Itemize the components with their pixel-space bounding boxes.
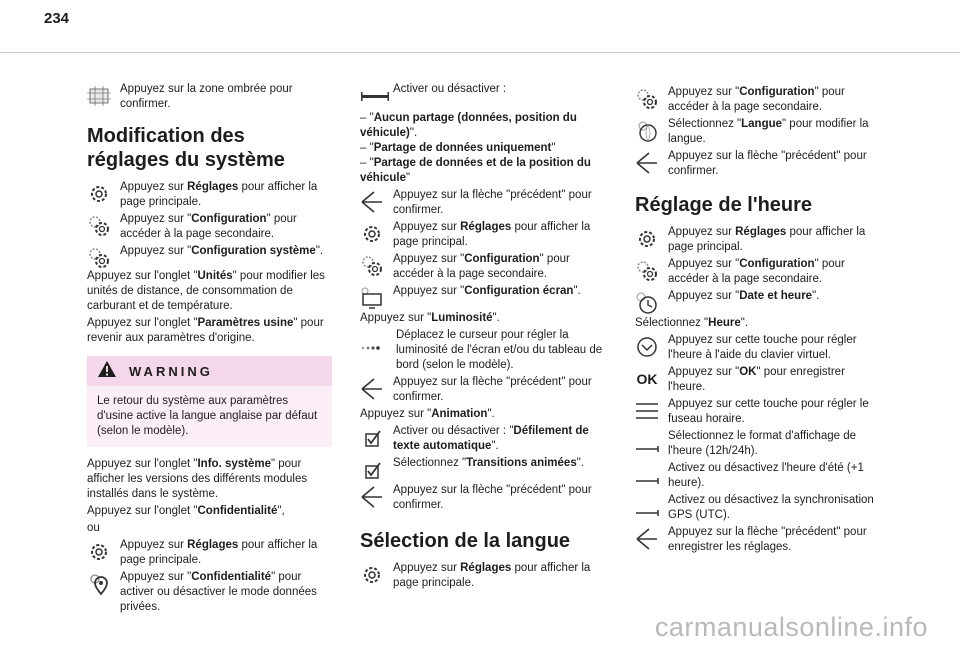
double-gear-icon bbox=[87, 214, 111, 238]
dst-step: Activez ou désactivez l'heure d'été (+1 heure). bbox=[635, 461, 883, 491]
back-arrow-icon bbox=[360, 377, 384, 401]
warning-triangle-icon bbox=[97, 360, 117, 383]
shaded-zone-text: Appuyez sur la zone ombrée pour confirmer. bbox=[120, 83, 293, 110]
language-back-step: Appuyez sur la flèche "précédent" pour confirmer. bbox=[635, 149, 883, 179]
ok-label-icon: OK bbox=[636, 371, 658, 387]
configuration-step-2: Appuyez sur "Configuration" pour accéder à la page secondaire. bbox=[360, 252, 608, 282]
settings-step-3: Appuyez sur Réglages pour afficher la page principal. bbox=[360, 220, 608, 250]
language-title: Sélection de la langue bbox=[360, 530, 571, 552]
or-text: ou bbox=[87, 522, 100, 534]
animation-paragraph: Appuyez sur "Animation". bbox=[360, 408, 495, 420]
chevron-down-circle-icon bbox=[635, 335, 659, 359]
toggle-line-icon bbox=[635, 463, 659, 487]
column-2 bbox=[360, 82, 608, 593]
privacy-location-icon bbox=[87, 572, 111, 596]
double-gear-icon bbox=[635, 259, 659, 283]
system-config-step: Appuyez sur "Configuration système". bbox=[87, 244, 332, 259]
system-settings-title: Modification des réglages du système bbox=[87, 125, 285, 171]
language-globe-icon bbox=[635, 119, 659, 143]
checkbox-icon bbox=[360, 458, 384, 482]
page-number: 234 bbox=[44, 10, 70, 27]
privacy-paragraph: Appuyez sur l'onglet "Confidentialité", bbox=[87, 505, 285, 517]
autoscroll-step: Activer ou désactiver : "Défilement de texte automatique". bbox=[360, 424, 608, 454]
gear-icon bbox=[635, 227, 659, 251]
warning-box bbox=[87, 356, 332, 447]
back-step-1: Appuyez sur la flèche "précédent" pour confirmer. bbox=[360, 188, 608, 218]
option-no-sharing: – "Aucun partage (données, position du véhicule)". bbox=[360, 112, 577, 139]
gear-icon bbox=[87, 540, 111, 564]
factory-paragraph: Appuyez sur l'onglet "Paramètres usine" pour revenir aux paramètres d'origine. bbox=[87, 317, 324, 344]
gear-icon bbox=[360, 222, 384, 246]
toggle-line-icon bbox=[635, 431, 659, 455]
watermark: carmanualsonline.info bbox=[654, 612, 928, 642]
time-settings-step: Appuyez sur Réglages pour afficher la page principal. bbox=[635, 225, 883, 255]
double-gear-icon bbox=[635, 87, 659, 111]
back-arrow-icon bbox=[360, 190, 384, 214]
configuration-step: Appuyez sur "Configuration" pour accéder à la page secondaire. bbox=[87, 212, 332, 242]
toggle-bar-icon bbox=[360, 84, 384, 108]
privacy-step: Appuyez sur "Confidentialité" pour activer ou désactiver le mode données privées. bbox=[87, 570, 332, 615]
ok-step: OK Appuyez sur "OK" pour enregistrer l'heure. bbox=[636, 366, 845, 393]
shaded-zone-icon bbox=[87, 84, 111, 108]
back-arrow-icon bbox=[635, 151, 659, 175]
warning-header bbox=[87, 356, 332, 386]
time-settings-title: Réglage de l'heure bbox=[635, 194, 813, 216]
slider-dots-icon bbox=[360, 336, 384, 360]
screen-config-step: Appuyez sur "Configuration écran". bbox=[360, 284, 608, 299]
timezone-step: Appuyez sur cette touche pour régler le fuseau horaire. bbox=[635, 397, 883, 427]
option-data-only: – "Partage de données uniquement" bbox=[360, 142, 556, 154]
toggle-line-icon bbox=[635, 495, 659, 519]
language-config-step: Appuyez sur "Configuration" pour accéder à la page secondaire. bbox=[635, 85, 883, 115]
header-divider bbox=[0, 52, 960, 53]
warning-title: WARNING bbox=[129, 363, 213, 379]
shaded-zone-step bbox=[87, 82, 332, 112]
info-paragraph: Appuyez sur l'onglet "Info. système" pour afficher les versions des différents modules installés dans le système. bbox=[87, 458, 308, 500]
select-hour-paragraph: Sélectionnez "Heure". bbox=[635, 317, 749, 329]
language-settings-step: Appuyez sur Réglages pour afficher la page principale. bbox=[360, 561, 608, 591]
back-arrow-icon bbox=[635, 527, 659, 551]
toggle-step: Activer ou désactiver : bbox=[360, 82, 608, 97]
back-step-2: Appuyez sur la flèche "précédent" pour confirmer. bbox=[360, 375, 608, 405]
settings-step: Appuyez sur Réglages pour afficher la page principale. bbox=[87, 180, 332, 210]
menu-lines-icon bbox=[635, 399, 659, 423]
gear-icon bbox=[87, 182, 111, 206]
settings-step-2: Appuyez sur Réglages pour afficher la page principale. bbox=[87, 538, 332, 568]
keyboard-time-step: Appuyez sur cette touche pour régler l'heure à l'aide du clavier virtuel. bbox=[635, 333, 883, 363]
brightness-paragraph: Appuyez sur "Luminosité". bbox=[360, 312, 500, 324]
back-step-3: Appuyez sur la flèche "précédent" pour confirmer. bbox=[360, 483, 608, 513]
date-time-step: Appuyez sur "Date et heure". bbox=[635, 289, 883, 304]
option-data-position: – "Partage de données et de la position du véhicule" bbox=[360, 157, 591, 184]
warning-text: Le retour du système aux paramètres d'usine active la langue anglaise par défaut (selon le modèle). bbox=[87, 386, 332, 447]
clock-icon bbox=[635, 291, 659, 315]
column-1 bbox=[87, 82, 332, 617]
checkbox-icon bbox=[360, 426, 384, 450]
time-format-step: Sélectionnez le format d'affichage de l'heure (12h/24h). bbox=[635, 429, 883, 459]
time-back-step: Appuyez sur la flèche "précédent" pour enregistrer les réglages. bbox=[635, 525, 883, 555]
slider-step: Déplacez le curseur pour régler la luminosité de l'écran et/ou du tableau de bord (selon le modèle). bbox=[360, 328, 608, 373]
screen-icon bbox=[360, 286, 384, 310]
time-config-step: Appuyez sur "Configuration" pour accéder à la page secondaire. bbox=[635, 257, 883, 287]
language-select-step: Sélectionnez "Langue" pour modifier la langue. bbox=[635, 117, 883, 147]
back-arrow-icon bbox=[360, 485, 384, 509]
double-gear-icon bbox=[87, 246, 111, 270]
transitions-step: Sélectionnez "Transitions animées". bbox=[360, 456, 608, 471]
gps-sync-step: Activez ou désactivez la synchronisation GPS (UTC). bbox=[635, 493, 883, 523]
double-gear-icon bbox=[360, 254, 384, 278]
units-paragraph: Appuyez sur l'onglet "Unités" pour modifier les unités de distance, de consommation de carburant et de température. bbox=[87, 270, 325, 312]
column-3 bbox=[635, 85, 883, 557]
gear-icon bbox=[360, 563, 384, 587]
